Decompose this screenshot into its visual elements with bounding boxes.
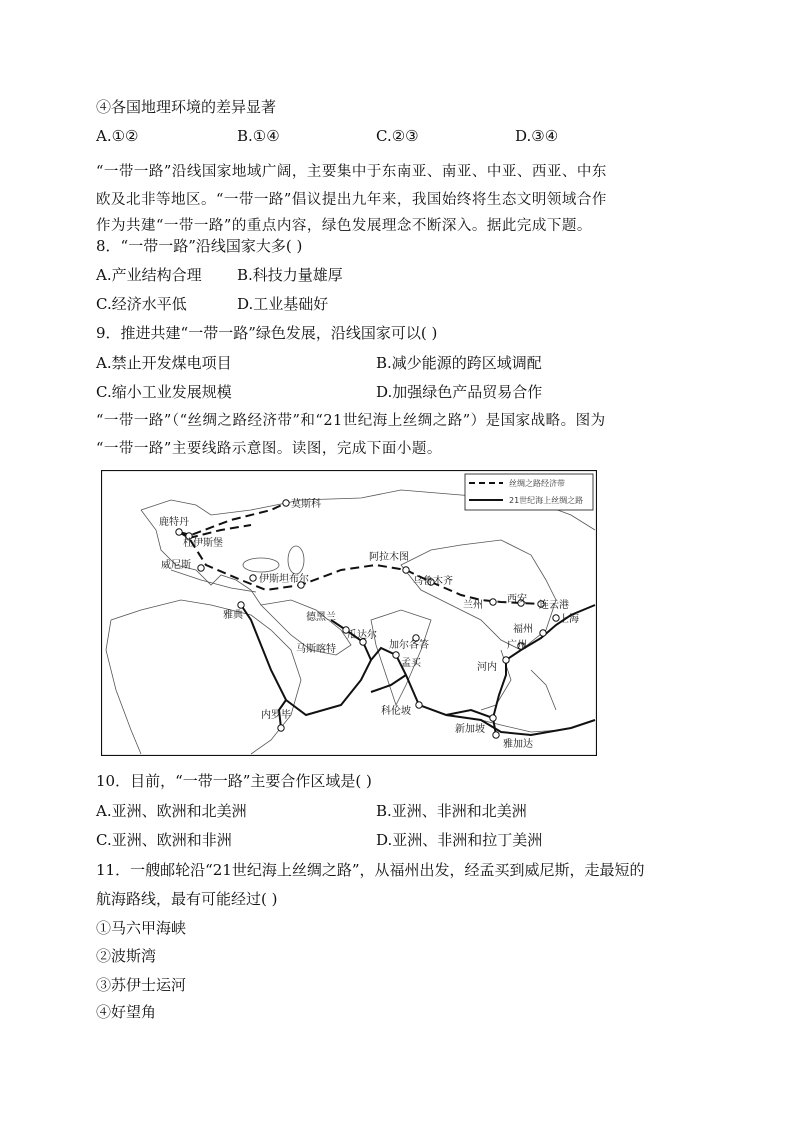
q8-option-d: D.工业基础好 [237,295,329,313]
label-kolkata: 加尔各答 [389,640,429,651]
label-rotterdam: 鹿特丹 [159,517,189,528]
q11-item-3: ③苏伊士运河 [96,976,187,994]
q10-stem: 10．目前，“一带一路”主要合作区域是( ) [96,772,372,790]
q10-option-a: A.亚洲、欧洲和北美洲 [96,802,247,820]
label-fuzhou: 福州 [513,624,533,635]
q9-option-b: B.减少能源的跨区域调配 [376,354,542,372]
label-muscat: 马斯喀特 [296,644,336,655]
q10-option-b: B.亚洲、非洲和北美洲 [376,802,527,820]
label-colombo: 科伦坡 [381,706,411,717]
passage1-line-1: “一带一路”沿线国家地域广阔，主要集中于东南亚、南亚、中亚、西亚、中东 [96,164,607,180]
label-singapore: 新加坡 [455,724,485,735]
q8-option-c: C.经济水平低 [96,295,187,313]
belt-and-road-map [101,470,597,756]
label-hanoi: 河内 [477,662,497,673]
label-lianyungang: 连云港 [539,600,569,611]
label-xian: 西安 [507,594,527,605]
q7-option-a: A.①② [96,127,139,145]
label-jakarta: 雅加达 [503,739,533,750]
q11-item-1: ①马六甲海峡 [96,919,187,937]
q9-option-d: D.加强绿色产品贸易合作 [376,383,543,401]
legend-maritime-road: 21世纪海上丝绸之路 [509,496,584,505]
q7-option-d: D.③④ [515,127,559,145]
q9-stem: 9．推进共建“一带一路”绿色发展，沿线国家可以( ) [96,324,438,342]
label-nairobi: 内罗毕 [261,710,291,721]
label-moscow: 莫斯科 [291,499,321,510]
q8-option-b: B.科技力量雄厚 [237,266,343,284]
q8-option-a: A.产业结构合理 [96,266,202,284]
q11-item-2: ②波斯湾 [96,947,157,965]
q11-stem-line-1: 11．一艘邮轮沿“21世纪海上丝绸之路”，从福州出发，经孟买到威尼斯，走最短的 [96,861,645,879]
label-istanbul: 伊斯坦布尔 [259,574,309,585]
label-almaty: 阿拉木图 [369,552,409,563]
passage1-line-3: 作为共建“一带一路”的重点内容，绿色发展理念不断深入。据此完成下题。 [96,218,592,234]
q9-option-a: A.禁止开发煤电项目 [96,354,232,372]
label-tehran: 德黑兰 [306,612,336,623]
q10-option-d: D.亚洲、非洲和拉丁美洲 [376,831,543,849]
q11-item-4: ④好望角 [96,1003,157,1021]
q10-option-c: C.亚洲、欧洲和非洲 [96,831,232,849]
label-guangzhou: 广州 [507,640,527,651]
legend-economic-belt: 丝绸之路经济带 [509,479,565,488]
q7-option-c: C.②③ [376,127,419,145]
q7-option-b: B.①④ [237,127,280,145]
label-venice: 威尼斯 [161,560,191,571]
label-gwadar: 瓜达尔 [347,630,377,641]
label-mumbai: 孟买 [401,658,421,669]
passage1-line-2: 欧及北非等地区。“一带一路”倡议提出九年来，我国始终将生态文明领域合作 [96,192,607,208]
q9-option-c: C.缩小工业发展规模 [96,383,232,401]
passage2-line-1: “一带一路”（“丝绸之路经济带”和“21世纪海上丝绸之路”）是国家战略。图为 [96,413,606,429]
q7-item-4: ④各国地理环境的差异显著 [96,98,277,116]
passage2-line-2: “一带一路”主要线路示意图。读图，完成下面小题。 [96,441,442,457]
label-athens: 雅典 [223,610,243,621]
label-urumqi: 乌鲁木齐 [413,576,453,587]
label-duisburg: 杜伊斯堡 [183,538,223,549]
q11-stem-line-2: 航海路线，最有可能经过( ) [96,890,278,908]
q8-stem: 8．“一带一路”沿线国家大多( ) [96,237,303,255]
label-shanghai: 上海 [559,614,579,625]
label-lanzhou: 兰州 [463,600,483,611]
